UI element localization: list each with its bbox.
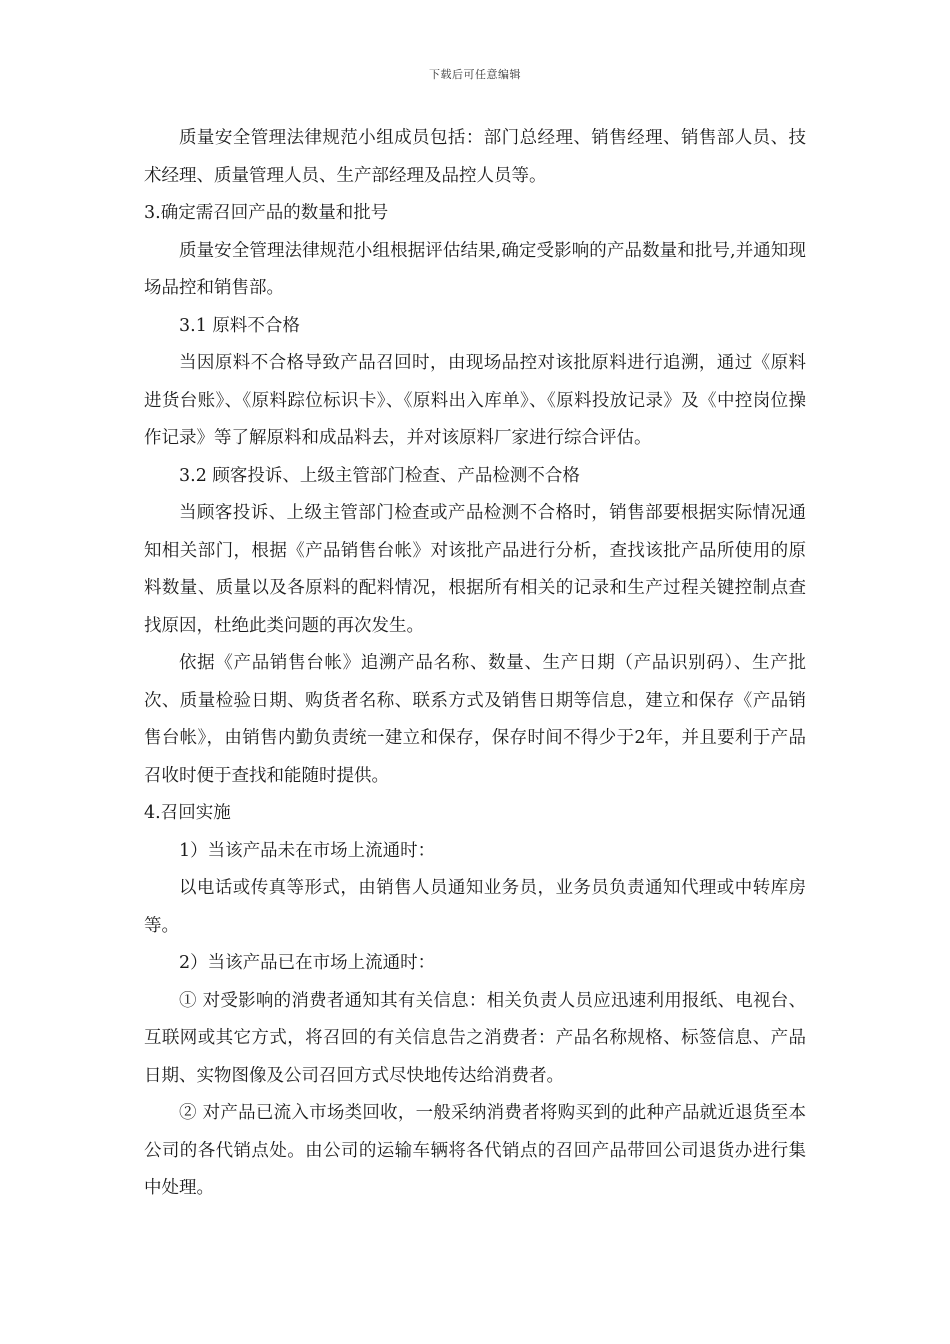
paragraph-team-members: 质量安全管理法律规范小组成员包括：部门总经理、销售经理、销售部人员、技术经理、质量管理人员、生产部经理及品控人员等。 bbox=[144, 128, 806, 186]
paragraph-notify-by-phone: 以电话或传真等形式，由销售人员通知业务员，业务员负责通知代理或中转库房等。 bbox=[144, 878, 806, 936]
subheading-3-1: 3.1 原料不合格 bbox=[179, 315, 300, 336]
item-in-market: 2）当该产品已在市场上流通时： bbox=[179, 953, 436, 973]
paragraph-raw-material-trace: 当因原料不合格导致产品召回时，由现场品控对该批原料进行追溯，通过《原料进货台账》、《原料踪位标识卡》、《原料出入库单》、《原料投放记录》及《中控岗位操作记录》等了解原料和成品料去，并对该原料厂家进行综合评估。 bbox=[144, 353, 806, 448]
section-heading-4: 4.召回实施 bbox=[144, 803, 231, 823]
paragraph-complaint-analysis: 当顾客投诉、上级主管部门检查或产品检测不合格时，销售部要根据实际情况通知相关部门，根据《产品销售台帐》对该批产品进行分析，查找该批产品所使用的原料数量、质量以及各原料的配料情况，根据所有相关的记录和生产过程关键控制点查找原因，杜绝此类问题的再次发生。 bbox=[144, 503, 806, 636]
section-heading-3: 3.确定需召回产品的数量和批号 bbox=[144, 203, 389, 223]
page-header: 下载后可任意编辑 bbox=[429, 68, 521, 81]
subheading-3-2: 3.2 顾客投诉、上级主管部门检查、产品检测不合格 bbox=[179, 465, 580, 486]
paragraph-sales-ledger: 依据《产品销售台帐》追溯产品名称、数量、生产日期（产品识别码）、生产批次、质量检验日期、购货者名称、联系方式及销售日期等信息，建立和保存《产品销售台帐》，由销售内勤负责统一建立和保存，保存时间不得少于2年，并且要利于产品召收时便于查找和能随时提供。 bbox=[144, 653, 806, 786]
item-not-in-market: 1）当该产品未在市场上流通时： bbox=[179, 840, 436, 861]
paragraph-market-recall: ② 对产品已流入市场类回收，一般采纳消费者将购买到的此种产品就近退货至本公司的各代销点处。由公司的运输车辆将各代销点的召回产品带回公司退货办进行集中处理。 bbox=[144, 1103, 806, 1198]
paragraph-determine-quantity: 质量安全管理法律规范小组根据评估结果,确定受影响的产品数量和批号,并通知现场品控和销售部。 bbox=[144, 240, 806, 298]
paragraph-notify-consumers: ① 对受影响的消费者通知其有关信息：相关负责人员应迅速利用报纸、电视台、互联网或其它方式，将召回的有关信息告之消费者：产品名称规格、标签信息、产品日期、实物图像及公司召回方式尽快地传达给消费者。 bbox=[144, 990, 806, 1086]
document-body bbox=[144, 120, 806, 1208]
